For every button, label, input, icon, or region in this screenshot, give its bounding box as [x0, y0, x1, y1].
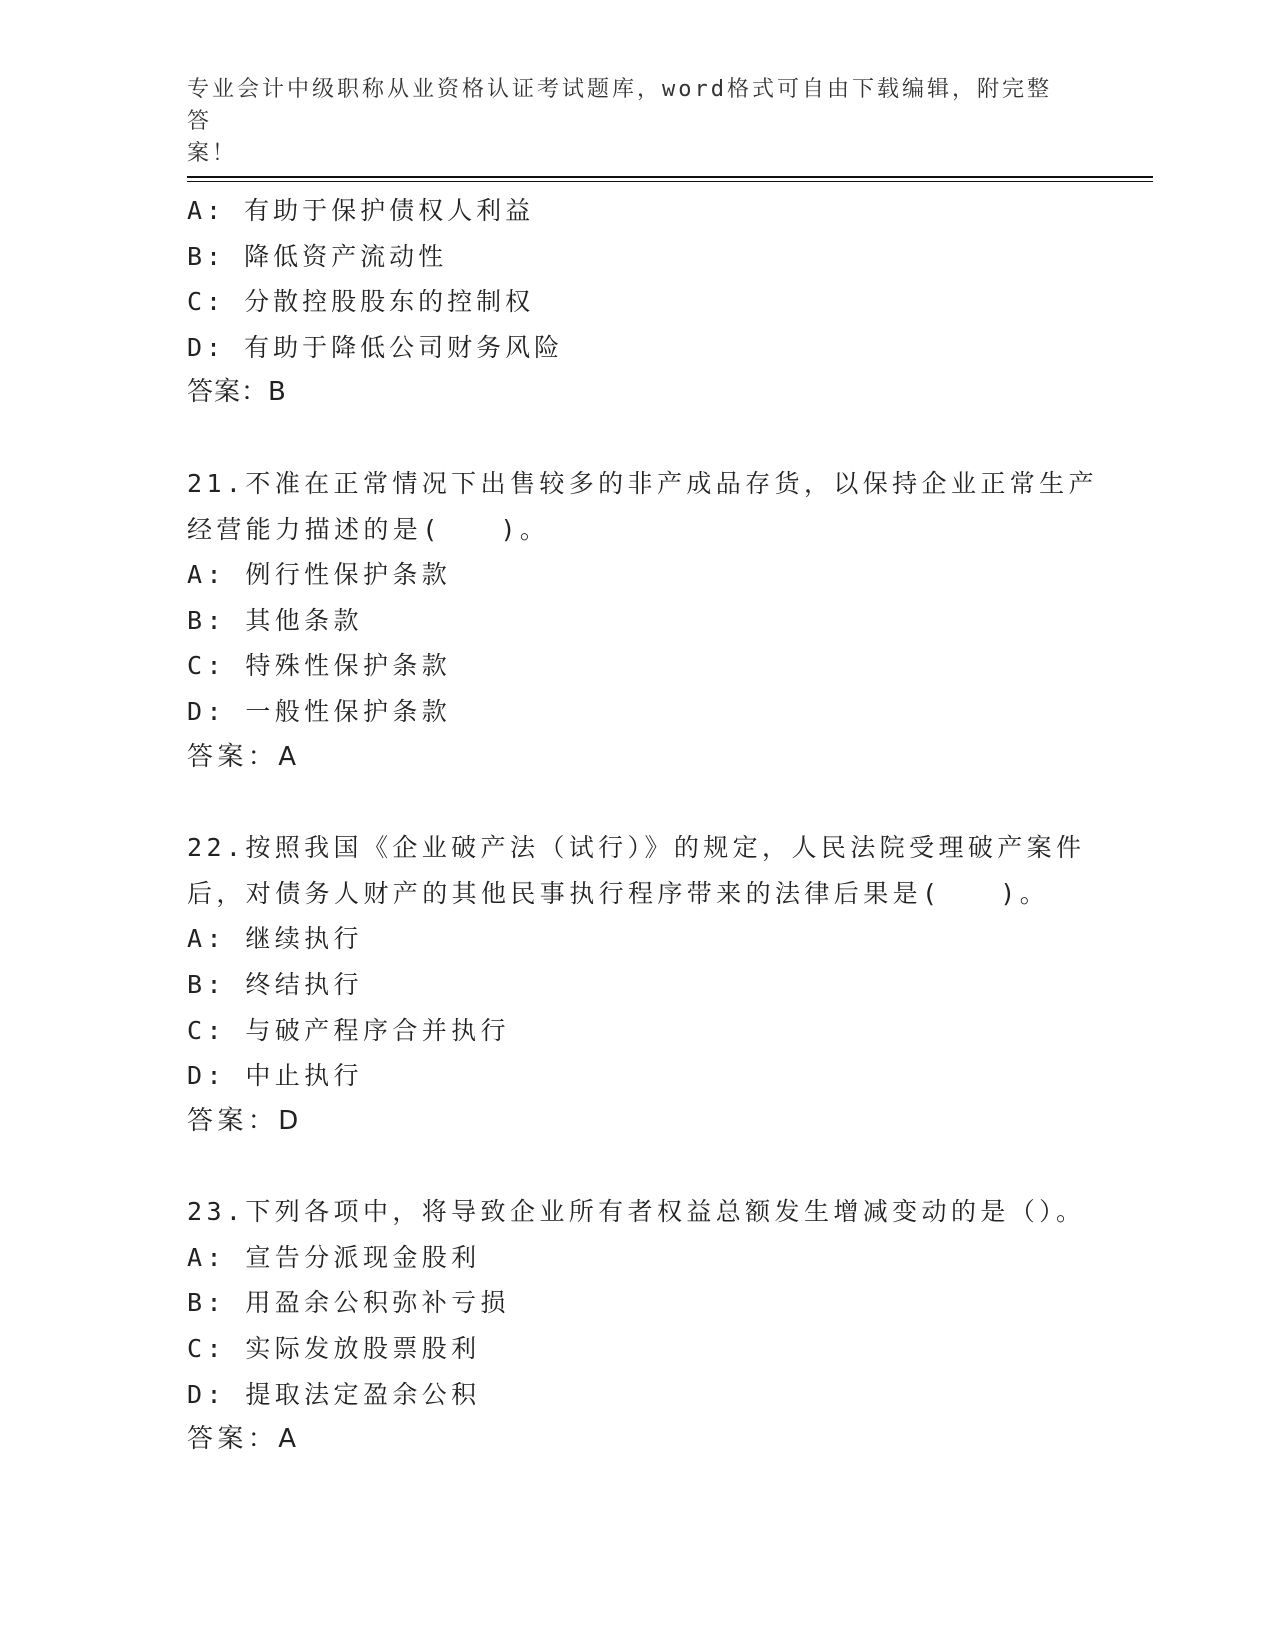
- option-b: B: 降低资产流动性: [187, 241, 448, 271]
- spacer: [187, 416, 1087, 461]
- option-b: B: 终结执行: [187, 969, 363, 999]
- header-divider-thin: [187, 181, 1153, 182]
- option-d: D: 中止执行: [187, 1061, 363, 1091]
- question-23: [187, 1189, 1087, 1463]
- option-d: D: 提取法定盈余公积: [187, 1379, 481, 1409]
- option-a: A: 继续执行: [187, 924, 363, 954]
- option-d: D: 一般性保护条款: [187, 696, 452, 726]
- question-21: [187, 461, 1098, 780]
- option-c: C: 特殊性保护条款: [187, 651, 452, 681]
- spacer: [187, 780, 1087, 825]
- option-b: B: 其他条款: [187, 605, 363, 635]
- answer: 答案：A: [187, 1424, 301, 1455]
- question-list: [187, 188, 1098, 1463]
- header-divider-thick: [187, 176, 1153, 178]
- header-line-1: 专业会计中级职称从业资格认证考试题库，word格式可自由下载编辑，附完整答: [187, 77, 1052, 134]
- question-stem-cont: 后，对债务人财产的其他民事执行程序带来的法律后果是( )。: [187, 878, 1050, 908]
- question-stem: 21.不准在正常情况下出售较多的非产成品存货，以保持企业正常生产: [187, 468, 1098, 498]
- question-stem: 23.下列各项中，将导致企业所有者权益总额发生增减变动的是（）。: [187, 1197, 1086, 1227]
- option-a: A: 有助于保护债权人利益: [187, 196, 535, 225]
- question-22: [187, 825, 1087, 1144]
- answer: 答案：B: [187, 377, 287, 408]
- answer: 答案：D: [187, 1105, 303, 1136]
- option-b: B: 用盈余公积弥补亏损: [187, 1288, 510, 1318]
- spacer: [187, 1144, 1087, 1189]
- question-stem-cont: 经营能力描述的是( )。: [187, 514, 550, 544]
- header-line-2: 案！: [187, 141, 238, 166]
- option-c: C: 实际发放股票股利: [187, 1334, 481, 1364]
- option-a: A: 宣告分派现金股利: [187, 1242, 481, 1272]
- option-a: A: 例行性保护条款: [187, 560, 452, 590]
- option-d: D: 有助于降低公司财务风险: [187, 332, 564, 362]
- option-c: C: 与破产程序合并执行: [187, 1015, 510, 1045]
- option-c: C: 分散控股股东的控制权: [187, 287, 535, 317]
- answer: 答案：A: [187, 741, 301, 772]
- question-stem: 22.按照我国《企业破产法（试行）》的规定，人民法院受理破产案件: [187, 833, 1086, 863]
- document-header: [187, 74, 1067, 170]
- question-20: [187, 188, 1087, 416]
